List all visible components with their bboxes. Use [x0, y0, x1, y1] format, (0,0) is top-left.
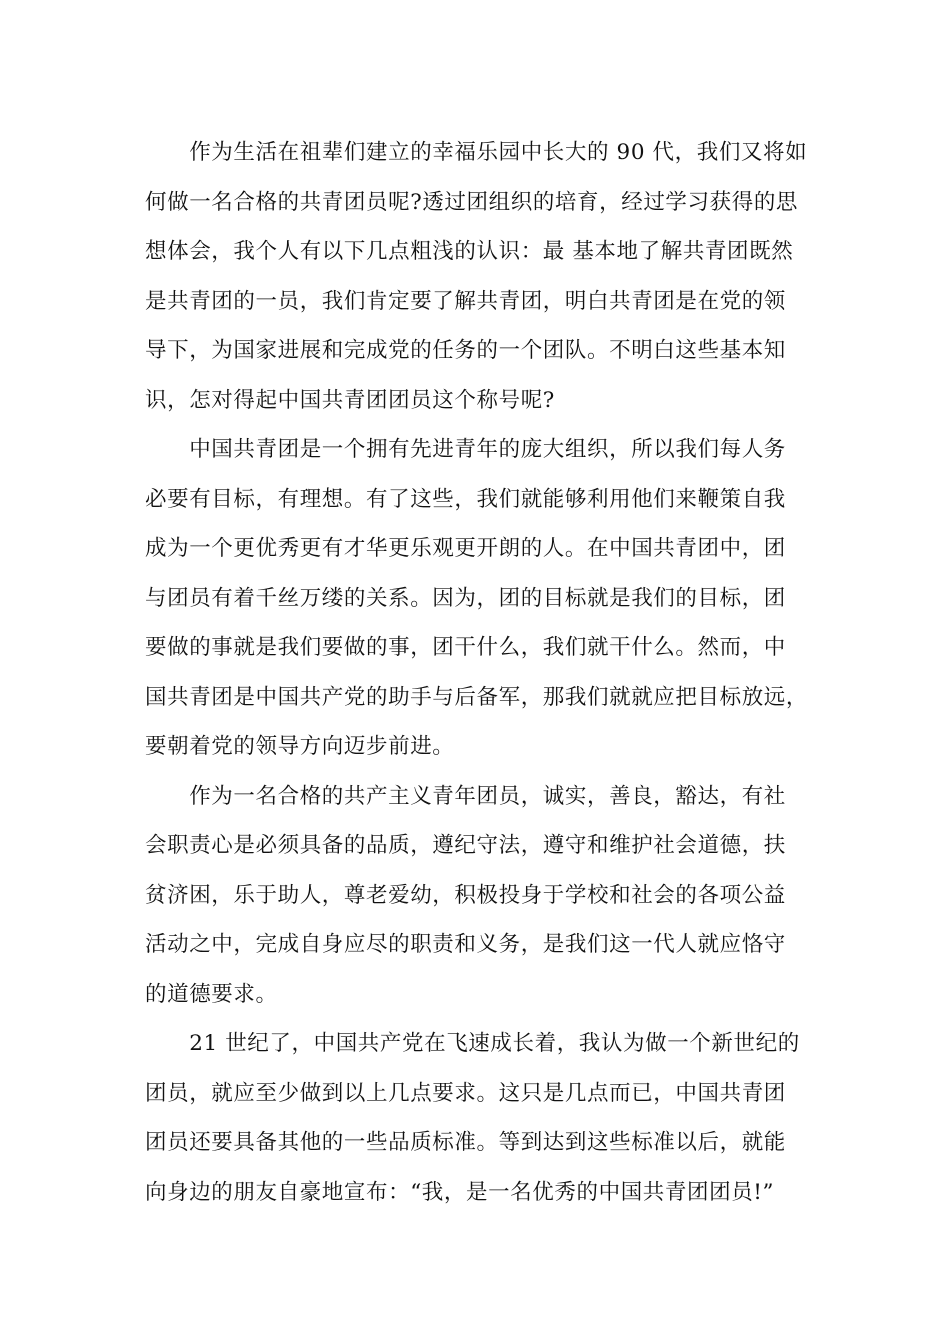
text-line: 作为一名合格的共产主义青年团员，诚实，善良，豁达，有社	[145, 783, 786, 809]
text-line: 作为生活在祖辈们建立的幸福乐园中长大的 90 代，我们又将如	[145, 140, 808, 165]
paragraph-3	[145, 772, 825, 1020]
text-line: 与团员有着千丝万缕的关系。因为，团的目标就是我们的目标，团	[145, 585, 786, 611]
paragraph-1	[145, 128, 825, 425]
text-line: 会职责心是必须具备的品质，遵纪守法，遵守和维护社会道德，扶	[145, 833, 786, 858]
text-line: 导下，为国家进展和完成党的任务的一个团队。不明白这些基本知	[145, 338, 786, 363]
document-body	[145, 128, 825, 1217]
text-line: 团员还要具备其他的一些品质标准。等到达到这些标准以后，就能	[145, 1130, 786, 1155]
text-line: 向身边的朋友自豪地宣布：“我，是一名优秀的中国共青团团员!”	[145, 1179, 775, 1205]
text-line: 要做的事就是我们要做的事，团干什么，我们就干什么。然而，中	[145, 635, 786, 660]
text-line: 团员，就应至少做到以上几点要求。这只是几点而已，中国共青团	[145, 1080, 786, 1106]
text-line: 贫济困，乐于助人，尊老爱幼，积极投身于学校和社会的各项公益	[145, 882, 786, 908]
text-line: 何做一名合格的共青团员呢?透过团组织的培育，经过学习获得的思	[145, 189, 799, 215]
text-line: 必要有目标，有理想。有了这些，我们就能够利用他们来鞭策自我	[145, 486, 786, 512]
text-line: 是共青团的一员，我们肯定要了解共青团，明白共青团是在党的领	[145, 288, 786, 314]
text-line: 要朝着党的领导方向迈步前进。	[145, 734, 455, 759]
text-line: 中国共青团是一个拥有先进青年的庞大组织，所以我们每人务	[145, 437, 786, 462]
text-line: 识，怎对得起中国共青团团员这个称号呢?	[145, 387, 555, 413]
text-line: 的道德要求。	[145, 981, 278, 1007]
text-line: 活动之中，完成自身应尽的职责和义务，是我们这一代人就应恪守	[145, 932, 786, 957]
text-line: 想体会，我个人有以下几点粗浅的认识：最 基本地了解共青团既然	[145, 239, 794, 264]
paragraph-4	[145, 1019, 825, 1217]
paragraph-2	[145, 425, 825, 772]
text-line: 21 世纪了，中国共产党在飞速成长着，我认为做一个新世纪的	[145, 1031, 800, 1056]
text-line: 成为一个更优秀更有才华更乐观更开朗的人。在中国共青团中，团	[145, 536, 786, 561]
text-line: 国共青团是中国共产党的助手与后备军，那我们就就应把目标放远，	[145, 684, 809, 710]
